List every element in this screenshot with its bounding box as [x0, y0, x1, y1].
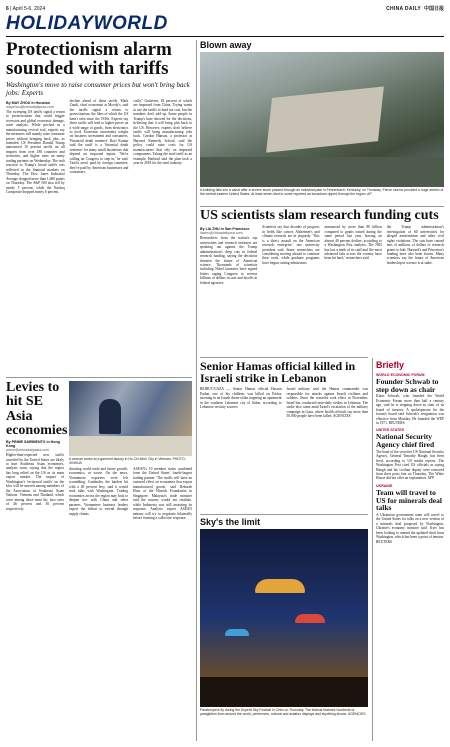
fabric-table — [69, 436, 192, 456]
brief-item — [376, 373, 444, 425]
brief-location: WORLD ECONOMIC FORUM — [376, 373, 425, 377]
storm-damage-photo — [200, 52, 444, 187]
collapsed-building — [266, 86, 384, 152]
hamas-col-1: BEIRUT/GAZA — Senior Hamas official Hassan Farhat, one of his children, was killed on Friday morning in an Israeli drone strike targeting an apartment in the southern Lebanese city of Sidon, according to Lebanese security sources. — [200, 387, 282, 410]
brief-text: The head of the secretive US National Security Agency, General Timothy Haugh, has been fired, according to US media reports. The Washington Post cited US officials as saying Haugh and his civilian deputy were removed from their posts late on Thursday. The White House did not offer an explanation. AFP — [376, 449, 444, 481]
levies-col-3: ASEAN's 10 member states combined form the United States' fourth-largest trading partner. 'The tariffs will have an outsized effect on economies that export manufactured goods,' said Deborah Elms of the Hinrich Foundation in Singapore. Malaysia's trade minister said the country would not retaliate, while Indonesia was still assessing its response. Analysts expect ASEAN nations will try to negotiate bilaterally before forming a collective response. — [133, 467, 192, 520]
lead-headline: Protectionism alarm sounded with tariffs — [6, 39, 172, 80]
blown-away-title: Blown away — [200, 40, 252, 50]
brief-text: Klaus Schwab, who founded the World Economic Forum more than half a century ago, said he is stepping down as chair of its board of trustees. A spokesperson for the forum's board said Schwab's resignation was effective from Monday. He founded the WEF in 1971. REUTERS — [376, 394, 444, 425]
blown-away-caption: A building falls into a canal after a severe storm passed through an industrial park in Fehrenbach, Kentucky, on Thursday. Fierce storms provided a huge stretch of the central eastern United States. At least seven died in some reported as tornadoes ripped through the region. AP — [200, 188, 444, 196]
divider — [200, 514, 368, 515]
hamas-headline: Senior Hamas official killed in Israeli strike in Lebanon — [200, 360, 356, 386]
brief-item — [376, 428, 444, 480]
sky-title: Sky's the limit — [200, 517, 261, 527]
column-rule — [196, 40, 197, 741]
lead-columns — [6, 99, 192, 195]
header-rule — [6, 36, 444, 37]
section-title: HOLIDAYWORLD — [6, 13, 168, 34]
paper-name: CHINA DAILY — [386, 5, 421, 12]
divider — [200, 206, 444, 207]
parachute-1 — [255, 579, 305, 593]
divider — [6, 377, 192, 378]
science-byline: By LIA ZHU in San Francisco liazhu@chinadailyusa.com — [200, 227, 250, 236]
levies-col-2: dictating world trade and future growth, economics, or worse. On the news, Vietnamese exporters were left scrambling. Cambodia, the hardest hit with a 49 percent levy, said it would seek talks with Washington. Trading economies across the region may look to deepen ties with China and other partners. Vietnamese business leaders expect the fallout to extend through supply chains. — [69, 467, 128, 516]
horizon — [200, 677, 368, 707]
levies-headline: Levies to hit SE Asia economies — [6, 381, 68, 438]
levies-story — [6, 381, 192, 741]
column-rule — [372, 358, 373, 741]
masthead-small — [386, 5, 444, 12]
blown-away-feature — [200, 40, 444, 196]
science-headline: US scientists slam research funding cuts — [200, 209, 439, 223]
divider — [200, 357, 368, 358]
brief-headline: National Security Agency chief fired — [376, 432, 435, 450]
parachute-3 — [225, 629, 249, 636]
brief-location: UKRAINE — [376, 483, 393, 488]
sky-feature — [200, 517, 368, 716]
science-col-2: Scientists say that decades of progress in fields like cancer, Alzheimer's and climate research are in jeopardy. 'This is a direct assault on the American research enterprise,' one university president said. Some researchers are considering moving abroad to continue their work, while graduate programs have begun cutting admissions. — [262, 225, 320, 265]
lead-col-3: cially" Gutierrez, 82 percent of which are imported from China. Trying wants to use the tariffs to fund tax cuts, but the numbers don't add up. Some people in Trump's base showed for the decisions, believing that it will bring jobs back to the US. However, experts don't believe tariffs will bring manufacturing jobs back. Gordon Hanson, a professor at Harvard Kennedy School, said the policy could raise costs for US manufacturers that rely on imported components. Taking the steel tariff as an example, Harlund said the plan took a year in 2018 for the steel industry. — [133, 98, 192, 166]
hamas-story — [200, 360, 368, 510]
science-col-4: the Trump administration's investigation of 60 universities for alleged antisemitism and other civil rights violations. The cuts have caused tens of millions of dollars of research grants to halt. Harvard's and Princeton's funding have also been frozen. Many scientists say the future of American leadership in science is at stake. — [386, 225, 444, 265]
lead-col-2: decline ahead of these tariffs. Mark Zandi, chief economist at Moody's, said the tariffs signal a return to protectionism, the likes of which the US hasn't seen since the 1930s. Experts say these tariffs will lead to higher prices on a wide range of goods, from electronics to food. Economic uncertainty weighs on business investment and consumers. 'Financial death sentence' Ravi Kumar said the tariff is a 'financial death sentence' for many small businesses that depend on imported inputs. 'We're calling on Congress to step in,' he said. Tariffs aren't paid by foreign countries; they're paid by American businesses and consumers. — [69, 98, 129, 175]
brief-text: A Ukrainian government team will travel to the United States for talks on a new version of a minerals deal proposed by Washington, Ukraine's economy minister said. Kyiv has been looking to amend the updated draft from Washington, which has been a point of tension. REUTERS — [376, 512, 444, 544]
briefly-column — [376, 360, 444, 741]
hamas-col-2: Israeli military said the Hamas commander was responsible for attacks against Israeli civilians and soldiers. Since the ceasefire took effect in November, Israel has conducted near-daily strikes in Lebanon. The strike also came amid Israel's escalation of the military campaign in Gaza, where health officials say more than 50,000 people have been killed. AGENCIES — [286, 387, 368, 419]
brief-location: UNITED STATES — [376, 428, 405, 433]
lead-byline: By MAY ZHOU in Houston mayzhou@chinadailyusa.com — [6, 100, 54, 109]
lead-deck: Washington's move to raise consumer prices but won't bring back jobs: Experts — [6, 80, 190, 97]
brief-headline: Team will travel to US for minerals deal talks — [376, 487, 442, 513]
parachute-2 — [295, 614, 325, 623]
levies-byline: By PRIME SARMIENTO in Hong Kong prime@chinadailyasia.com — [6, 440, 60, 453]
briefly-title: Briefly — [376, 360, 405, 370]
science-col-1: Researchers from the nation's top universities and research institutes are speaking out against the Trump administration's deep cuts in federal research funding, saying the decisions threaten the future of American science. Thousands of scientists including Nobel laureates have signed letters urging Congress to reverse billions of dollars in cuts and layoffs at federal agencies. — [200, 236, 258, 285]
lead-col-1: The sweeping US tariffs signal a return to protectionism that could trigger recession and global economic damage, warn analysts. While pitched as a manufacturing revival tool, experts say the measures will mainly raise consumer prices without bringing back jobs, as intended. US President Donald Trump announced 10 percent tariffs on all imports from over 180 countries and territories, and higher rates on many trading partners on Wednesday. The rash reaction to Trump's broad tariffs was reflected in the financial markets on Thursday. The Dow Jones Industrial Average dropped more than 1,600 points on Thursday. The S&P 500 also fell by nearly 5 percent, while the Nasdaq Composite dropped nearly 6 percent. — [6, 109, 65, 194]
paratroopers-photo — [200, 529, 368, 707]
paper-name-cn: 中国日报 — [423, 6, 444, 12]
garment-factory-photo — [69, 381, 192, 456]
canal-water — [200, 157, 444, 187]
factory-photo-caption: A woman works at a garment factory in Ho Chi Minh City in Vietnam. PHOTO: XINHUA — [69, 457, 186, 465]
sky-caption: Paratroopers fly during the Super8 Sky Festival in Cebu on Thursday. The festival features hundreds of paragliders from around the world, performers, cultural and aviation displays and skydiving shows. AGENCIES — [200, 708, 366, 716]
worker-figure — [99, 399, 121, 434]
brief-item — [376, 484, 444, 544]
science-col-3: announced by more than 80 billion compared to grants issued during the same period last year, leaving an almost 40 percent decline, according to a Washington Post analysis. The NIH has lost a tenth of its staff and 'the most advanced labs across the country have been hit hard,' researchers said. — [324, 225, 382, 261]
page-folio: 6 | April 5-6, 2024 — [6, 5, 46, 12]
levies-col-1: Higher-than-expected new tariffs unveiled by the United States are likely to hurt Southeast Asian economies, analysts warn, saying that the region has long relied on the US as its main export market. The impact of Washington's 'reciprocal tariffs' on the bloc will be uneven among members of the Association of Southeast Asian Nations. Vietnam and Thailand, which were among those most hit, face rates of 46 percent and 36 percent respectively. — [6, 453, 64, 511]
lead-story — [6, 40, 192, 194]
brief-headline: Founder Schwab to step down as chair — [376, 377, 439, 394]
page-header — [6, 4, 444, 13]
science-story — [200, 209, 444, 354]
